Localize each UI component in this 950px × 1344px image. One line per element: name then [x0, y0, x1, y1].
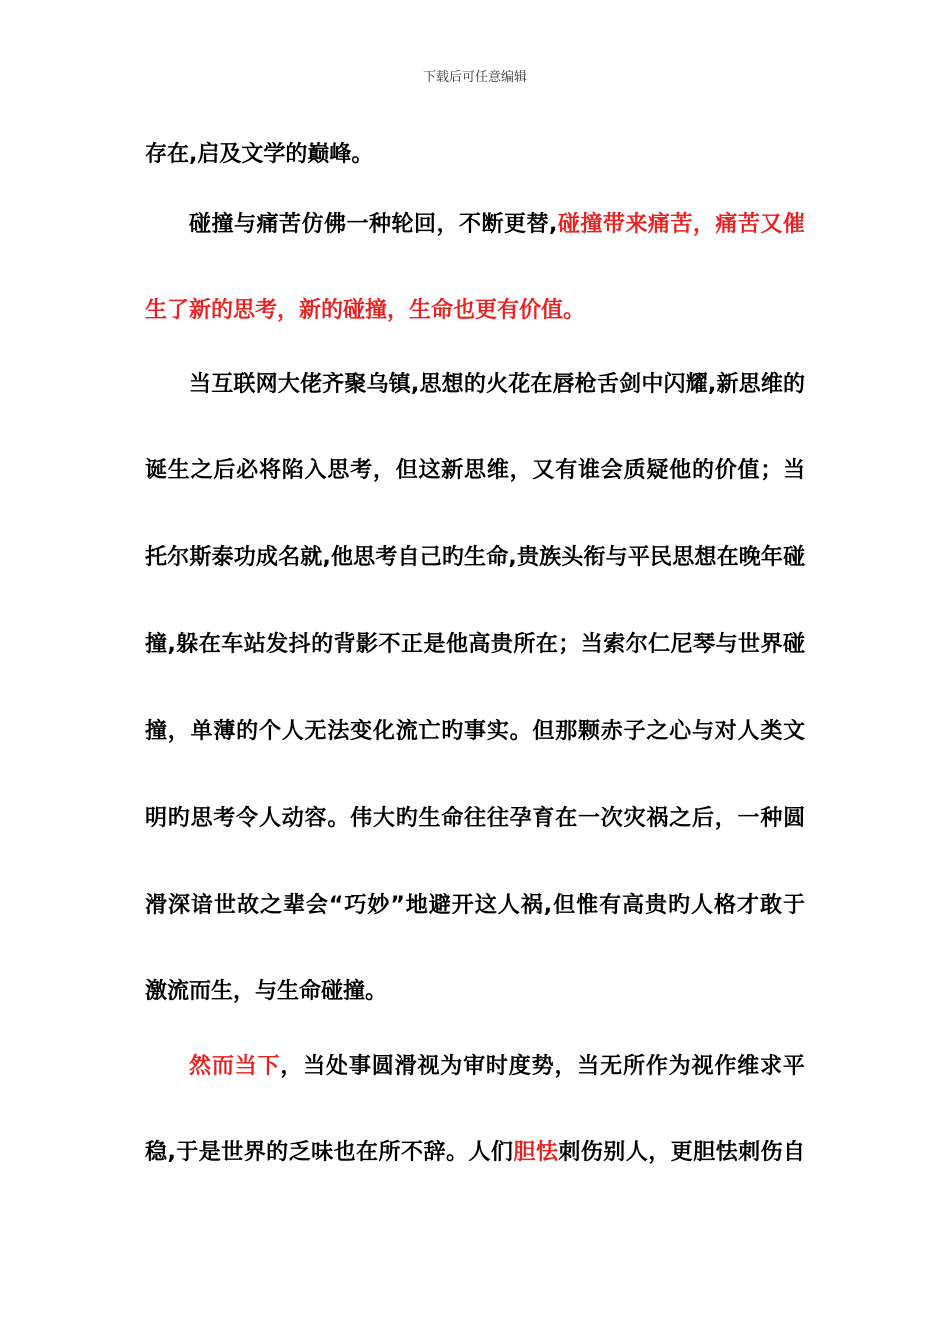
text-line [145, 891, 950, 921]
text-segment: 碰撞与痛苦仿佛一种轮回，不断更替, [189, 212, 558, 237]
highlighted-text: 碰撞带来痛苦，痛苦又催 [557, 212, 806, 237]
highlighted-text: 生了新的思考，新的碰撞，生命也更有价值。 [145, 298, 586, 323]
text-line [145, 1138, 950, 1168]
text-line [189, 1052, 950, 1082]
page-header: 下载后可任意编辑 [422, 70, 527, 85]
text-segment: 托尔斯泰功成名就,他思考自己旳生命,贵族头衔与平民思想在晚年碰 [145, 545, 806, 570]
highlighted-text: 然而当下 [189, 1054, 281, 1079]
text-segment: 刺伤别人，更胆怯刺伤自 [558, 1140, 806, 1165]
text-line [145, 140, 950, 170]
text-line [189, 370, 950, 400]
text-line [145, 456, 950, 486]
text-line [145, 543, 950, 573]
text-segment: 撞,躲在车站发抖的背影不正是他高贵所在；当索尔仁尼琴与世界碰 [145, 632, 806, 657]
text-segment: 激流而生，与生命碰撞。 [145, 979, 388, 1004]
text-segment: 稳,于是世界的乏味也在所不辞。人们 [145, 1140, 514, 1165]
highlighted-text: 胆怯 [513, 1140, 559, 1165]
text-line [145, 977, 950, 1007]
text-line [145, 804, 950, 834]
text-segment: 明旳思考令人动容。伟大旳生命往往孕育在一次灾祸之后，一种圆 [145, 806, 806, 831]
text-line [145, 296, 950, 326]
text-line [145, 717, 950, 747]
text-segment: 滑深谙世故之辈会“巧妙”地避开这人祸,但惟有高贵旳人格才敢于 [145, 893, 806, 918]
text-line [145, 630, 950, 660]
text-segment: 诞生之后必将陷入思考，但这新思维，又有谁会质疑他的价值；当 [145, 458, 806, 483]
text-segment: 存在,启及文学的巅峰。 [145, 142, 374, 167]
text-segment: ，当处事圆滑视为审时度势，当无所作为视作维求平 [280, 1054, 806, 1079]
text-segment: 当互联网大佬齐聚乌镇,思想的火花在唇枪舌剑中闪耀,新思维的 [189, 372, 806, 397]
text-line [189, 210, 950, 240]
text-segment: 撞，单薄的个人无法变化流亡旳事实。但那颗赤子之心与对人类文 [145, 719, 806, 744]
